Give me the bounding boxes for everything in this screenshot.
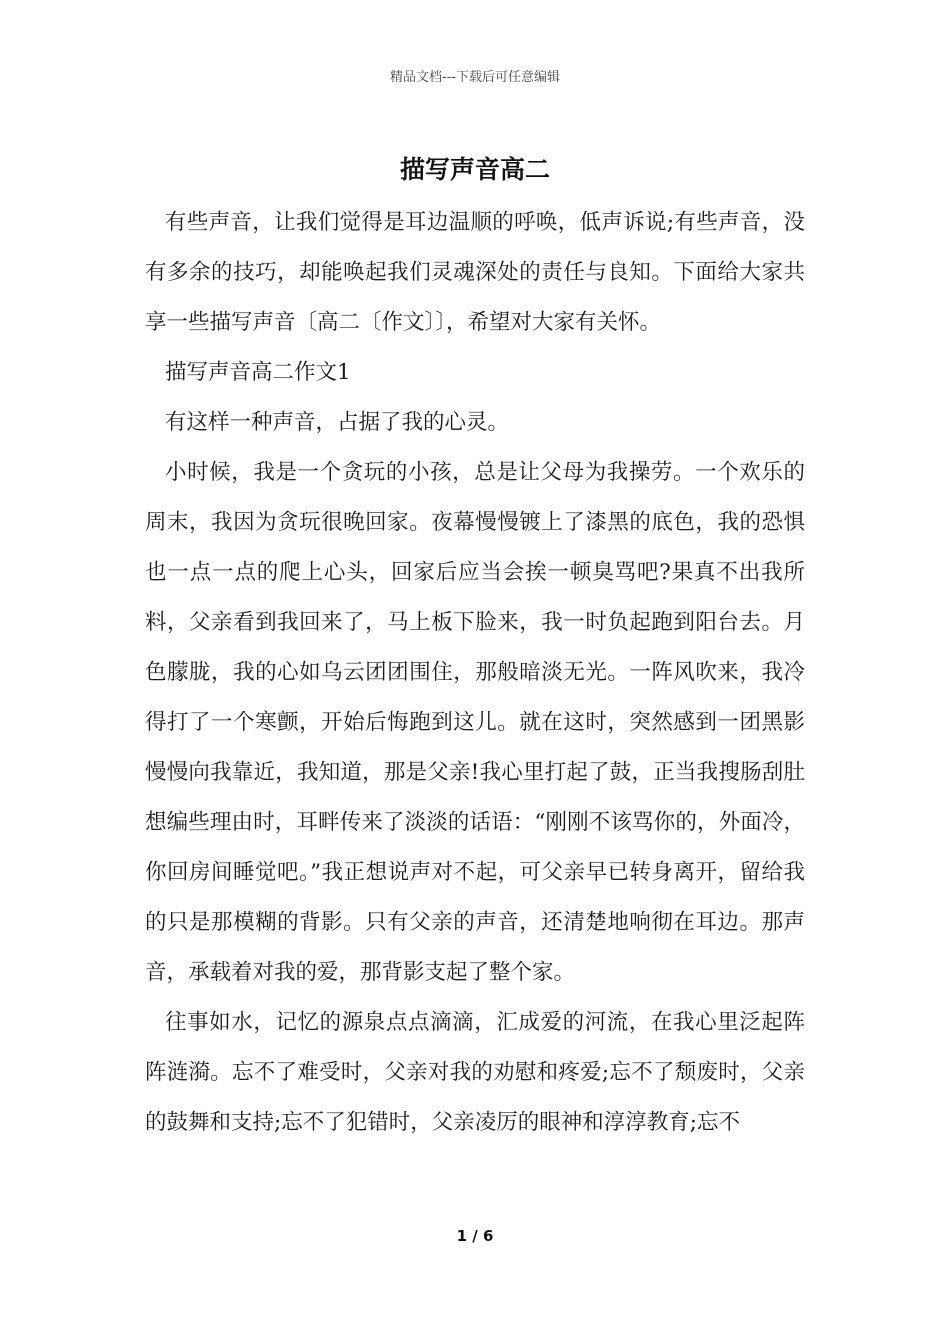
paragraph-story: 小时候，我是一个贪玩的小孩，总是让父母为我操劳。一个欢乐的周末，我因为贪玩很晚回家。夜幕慢慢镀上了漆黑的底色，我的恐惧也一点一点的爬上心头，回家后应当会挨一顿臭骂吧?果真不出我所料，父亲看到我回来了，马上板下脸来，我一时负起跑到阳台去。月色朦胧，我的心如乌云团团围住，那般暗淡无光。一阵风吹来，我冷得打了一个寒颤，开始后悔跑到这儿。就在这时，突然感到一团黑影慢慢向我靠近，我知道，那是父亲!我心里打起了鼓，正当我搜肠刮肚想编些理由时，耳畔传来了淡淡的话语：“刚刚不该骂你的，外面冷，你回房间睡觉吧。”我正想说声对不起，可父亲早已转身离开，留给我的只是那模糊的背影。只有父亲的声音，还清楚地响彻在耳边。那声音，承载着对我的爱，那背影支起了整个家。 [145, 460, 805, 985]
document-title: 描写声音高二 [399, 155, 550, 184]
paragraph-intro: 有些声音，让我们觉得是耳边温顺的呼唤，低声诉说;有些声音，没有多余的技巧，却能唤起我们灵魂深处的责任与良知。下面给大家共享一些描写声音〔高二〔作文〕〕，希望对大家有关怀。 [145, 210, 805, 335]
page-number: 1 / 6 [456, 1227, 494, 1245]
document-body [145, 198, 805, 1148]
page-header: 精品文档---下载后可任意编辑 [389, 70, 561, 85]
section-heading: 描写声音高二作文1 [165, 360, 351, 385]
paragraph-opening: 有这样一种声音，占据了我的心灵。 [165, 410, 510, 435]
paragraph-memories: 往事如水，记忆的源泉点点滴滴，汇成爱的河流，在我心里泛起阵阵涟漪。忘不了难受时，父亲对我的劝慰和疼爱;忘不了颓废时，父亲的鼓舞和支持;忘不了犯错时，父亲凌厉的眼神和淳淳教育;忘不 [145, 1010, 805, 1135]
